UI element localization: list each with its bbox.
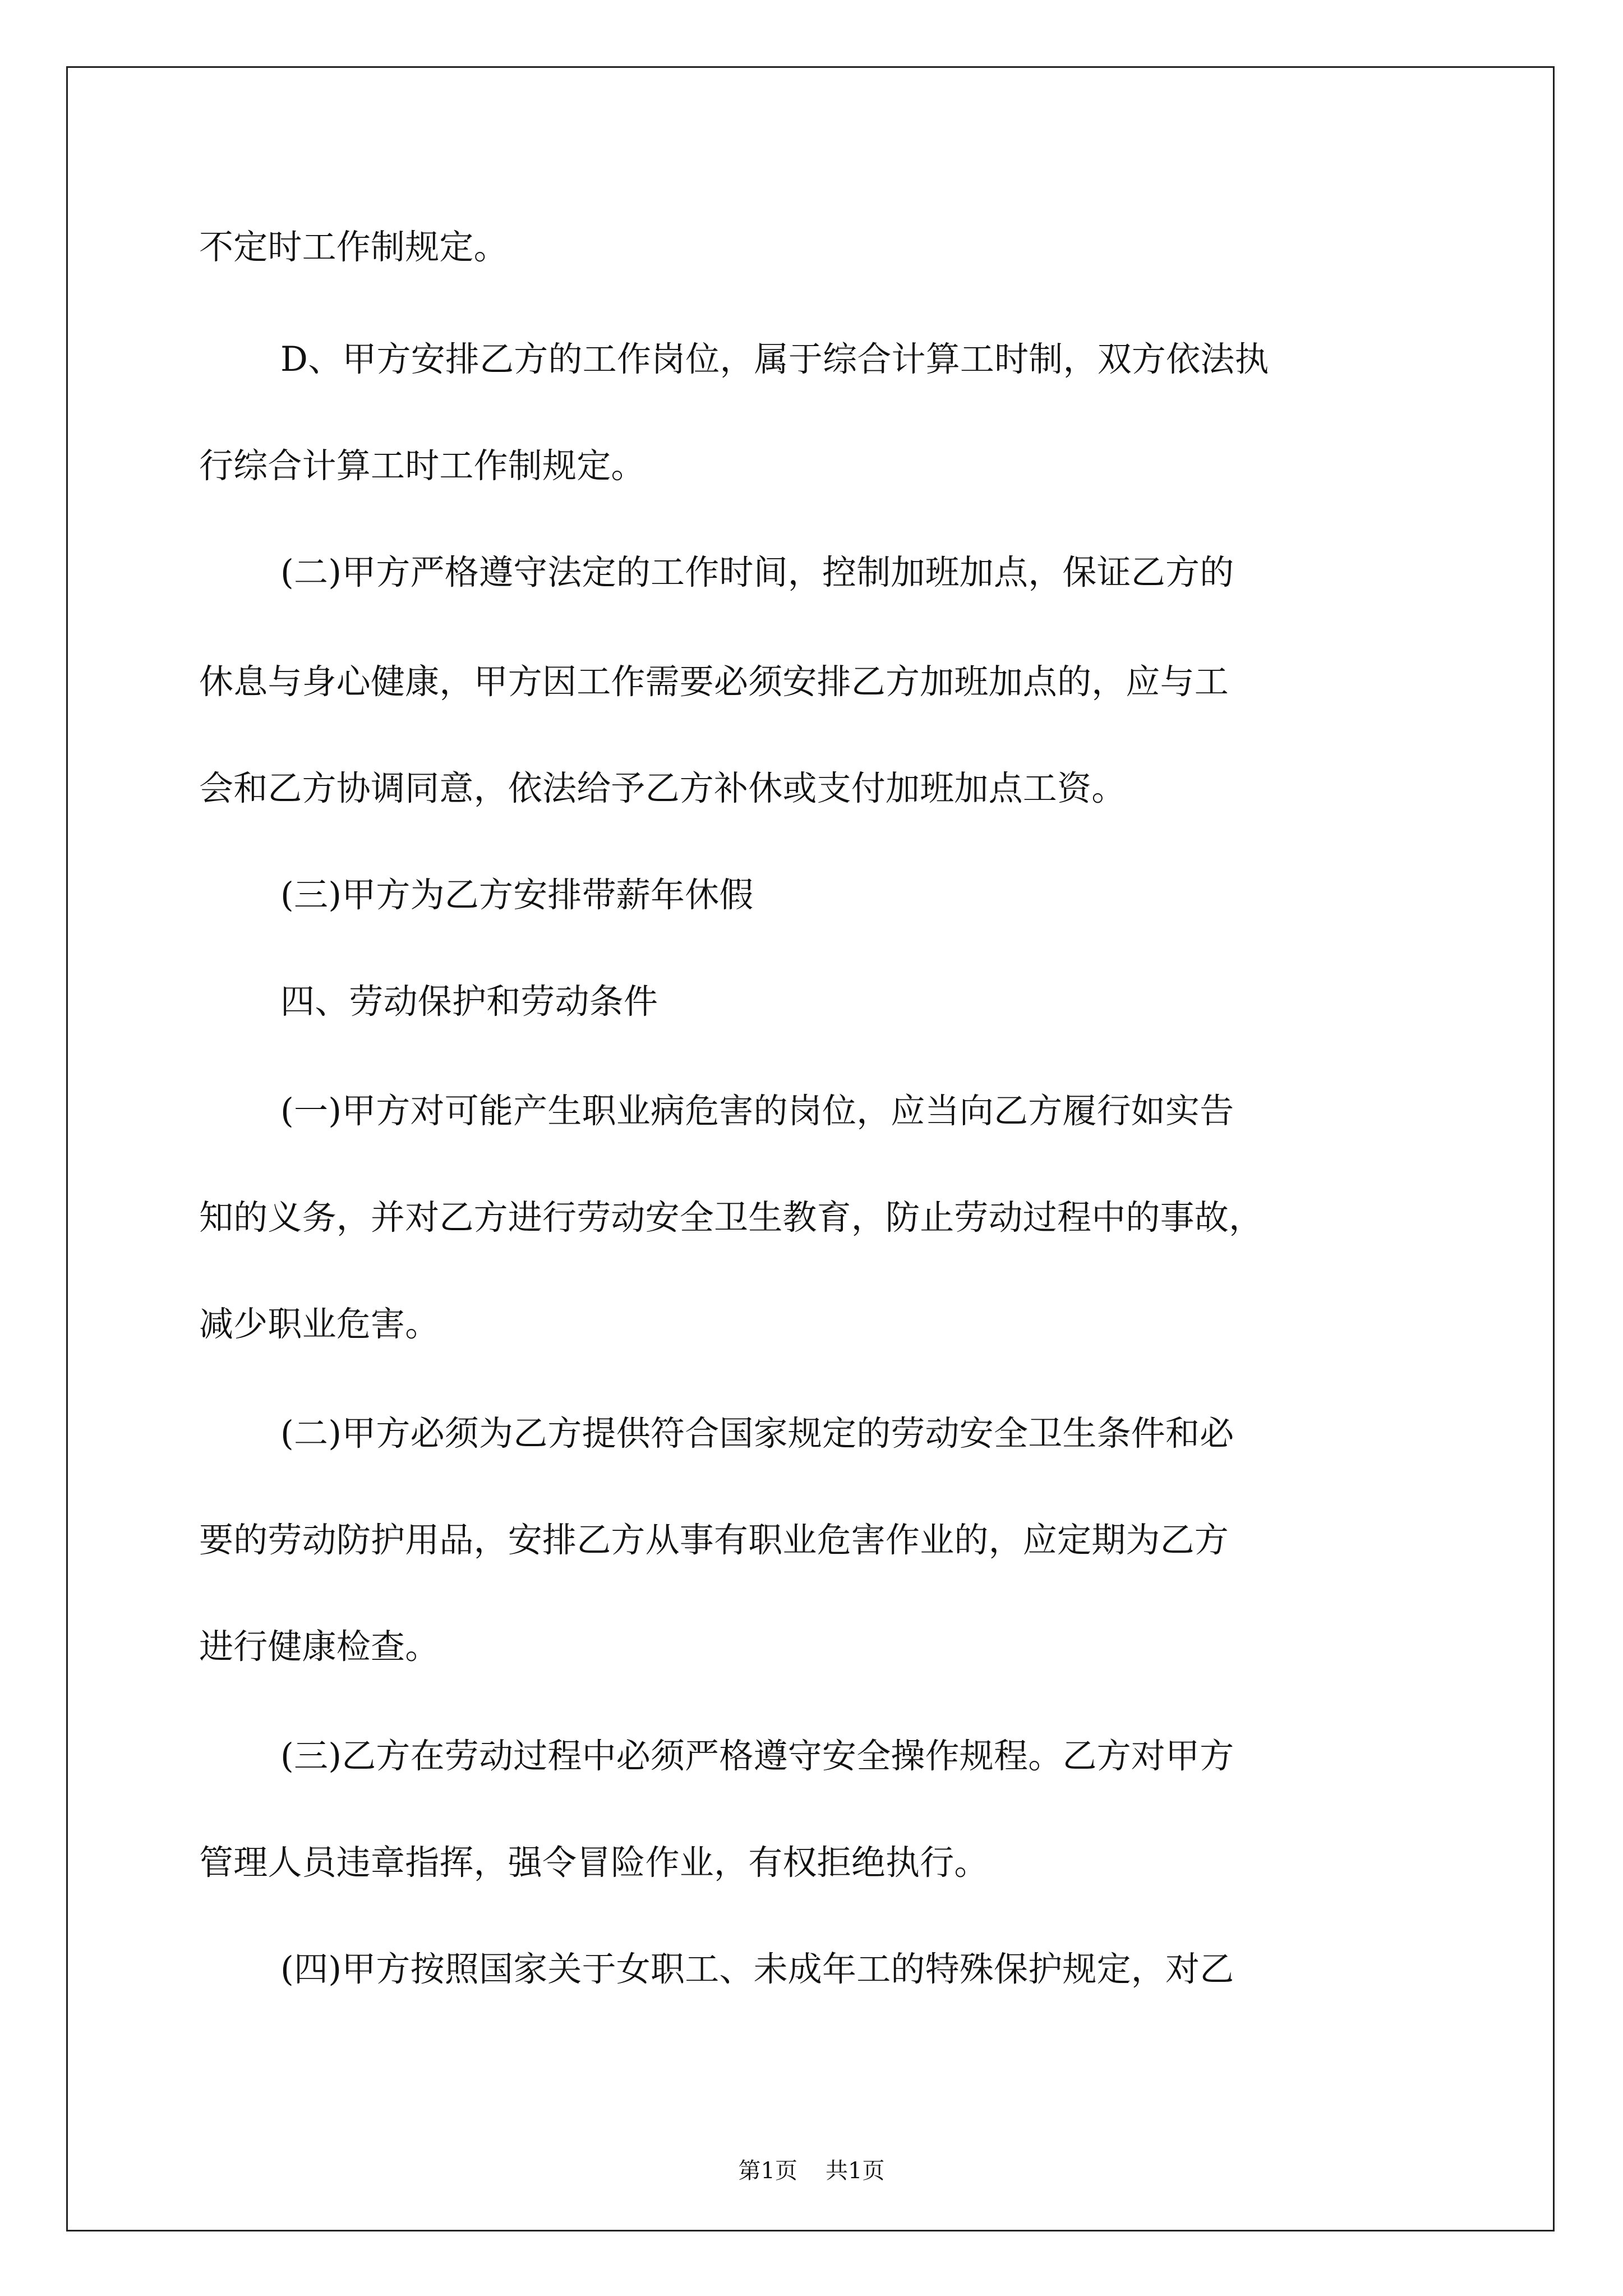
text-line: (三)乙方在劳动过程中必须严格遵守安全操作规程。乙方对甲方	[280, 1736, 1234, 1776]
text-line: 行综合计算工时工作制规定。	[199, 446, 645, 486]
page-total: 共1页	[826, 2158, 885, 2184]
text-line: (一)甲方对可能产生职业病危害的岗位，应当向乙方履行如实告	[280, 1091, 1234, 1131]
text-line: (二)甲方严格遵守法定的工作时间，控制加班加点，保证乙方的	[280, 553, 1234, 592]
text-line: 管理人员违章指挥，强令冒险作业，有权拒绝执行。	[199, 1843, 989, 1883]
text-line: 休息与身心健康，甲方因工作需要必须安排乙方加班加点的，应与工	[199, 662, 1229, 702]
page-footer	[0, 2160, 1623, 2182]
text-line: 知的义务，并对乙方进行劳动安全卫生教育，防止劳动过程中的事故，	[199, 1198, 1264, 1237]
page-number: 第1页	[738, 2158, 797, 2184]
text-line: D、甲方安排乙方的工作岗位，属于综合计算工时制，双方依法执	[280, 339, 1269, 379]
text-line: 进行健康检查。	[199, 1627, 440, 1667]
text-line: (三)甲方为乙方安排带薪年休假	[280, 875, 754, 915]
section-heading: 四、劳动保护和劳动条件	[280, 982, 658, 1022]
text-line: (四)甲方按照国家关于女职工、未成年工的特殊保护规定，对乙	[280, 1949, 1234, 1989]
page-border	[66, 66, 1555, 2231]
text-line: 要的劳动防护用品，安排乙方从事有职业危害作业的，应定期为乙方	[199, 1520, 1229, 1560]
text-line: 会和乙方协调同意，依法给予乙方补休或支付加班加点工资。	[199, 769, 1126, 808]
text-line: 减少职业危害。	[199, 1304, 440, 1344]
text-line: 不定时工作制规定。	[199, 227, 508, 267]
text-line: (二)甲方必须为乙方提供符合国家规定的劳动安全卫生条件和必	[280, 1414, 1234, 1453]
